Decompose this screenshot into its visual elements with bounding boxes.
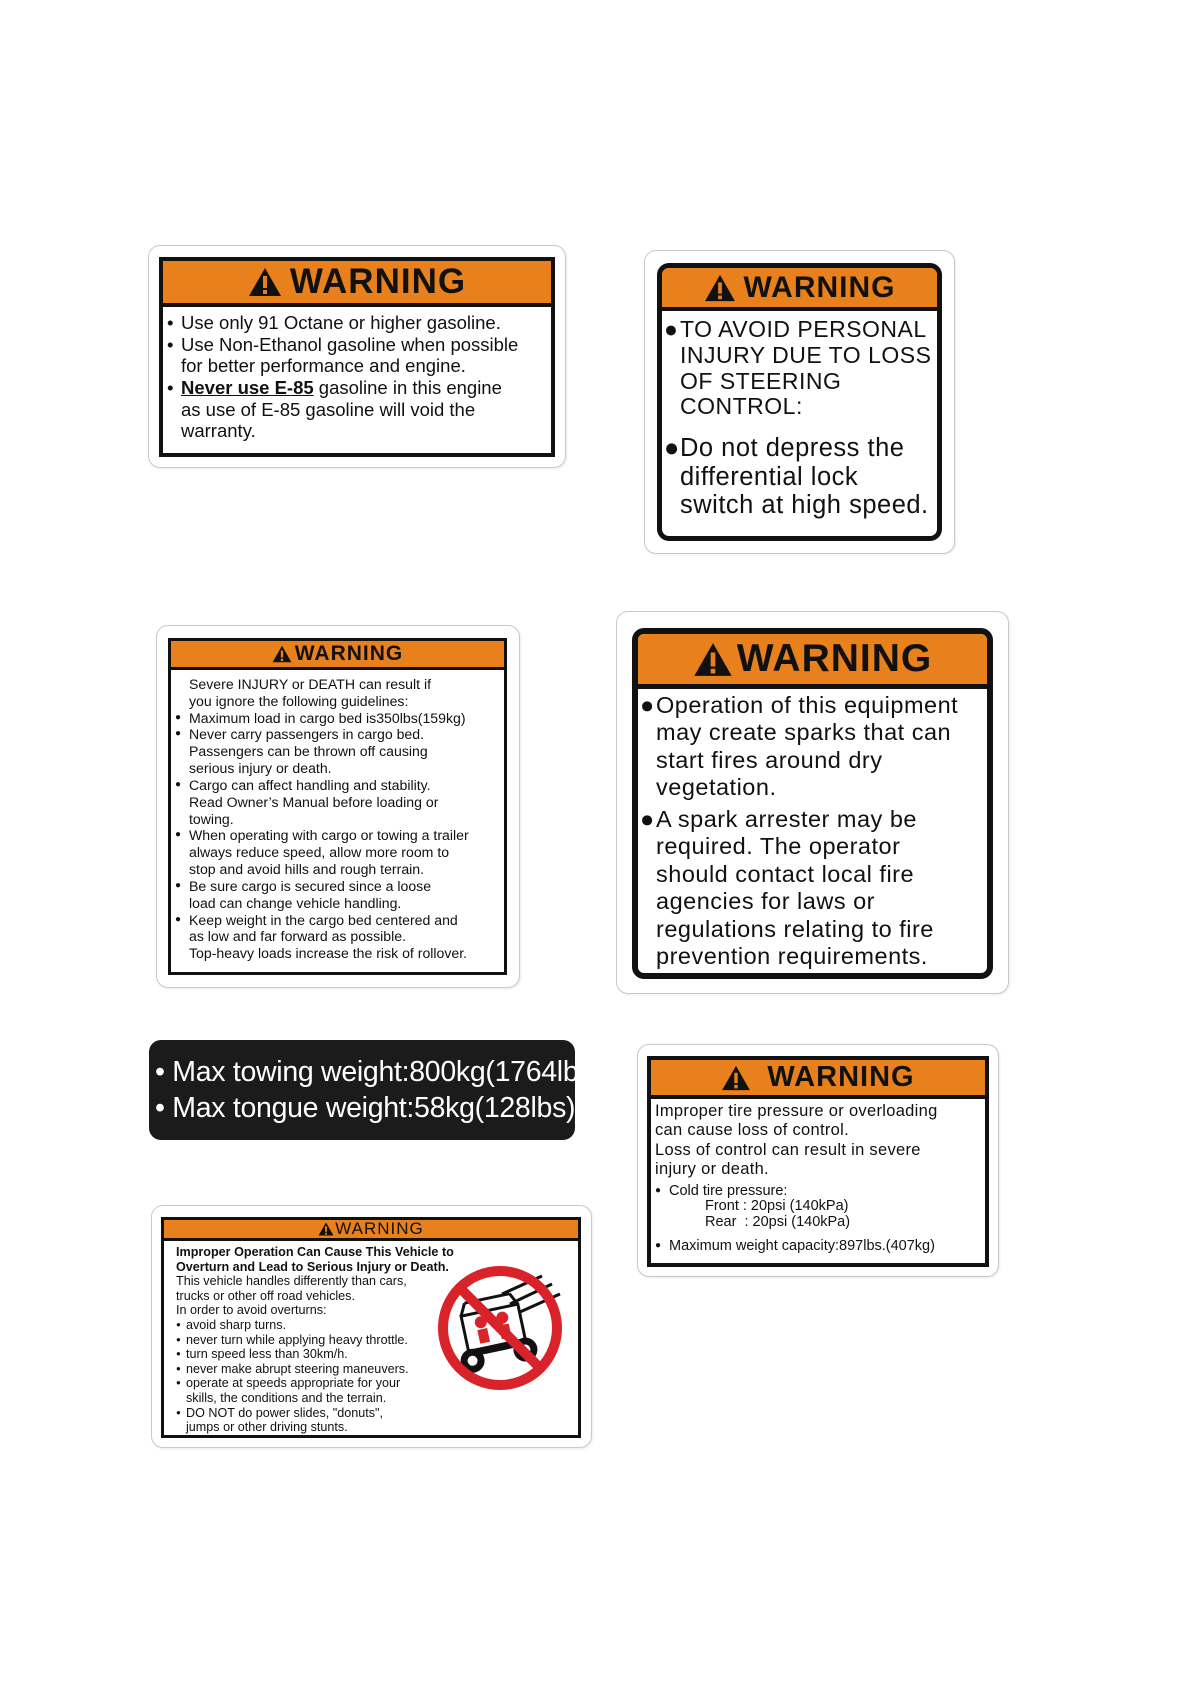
warning-title: WARNING	[289, 262, 467, 301]
list-item: ● Keep weight in the cargo bed centered and as low and far forward as possible. Top-heavy loads increase the risk of rollover.	[175, 911, 468, 962]
warning-triangle-icon	[721, 1065, 751, 1091]
warning-triangle-icon	[318, 1222, 334, 1236]
list-item: ● Cold tire pressure:	[655, 1183, 788, 1200]
steering-warning-label	[657, 263, 942, 541]
list-item: ● Never carry passengers in cargo bed. Passengers can be thrown off causing serious injury or death.	[175, 726, 428, 777]
warning-title: WARNING	[736, 637, 933, 680]
list-item: ● Maximum load in cargo bed is350lbs(159kg)	[175, 709, 466, 726]
no-overturn-prohibition-icon	[424, 1254, 576, 1392]
list-item: ● Be sure cargo is secured since a loose load can change vehicle handling.	[175, 877, 432, 911]
list-item: ● operate at speeds appropriate for your skills, the conditions and the terrain.	[176, 1376, 401, 1405]
warning-header	[638, 634, 987, 689]
warning-header	[662, 268, 937, 311]
warning-header	[163, 261, 551, 307]
list-item: • Use Non-Ethanol gasoline when possible for better performance and engine.	[167, 333, 519, 377]
overturn-warning-body: Improper Operation Can Cause This Vehicle to Overturn and Lead to Serious Injury or Death. This vehicle handles differently than cars, trucks or other off road vehicles. In order to avoid overturns: ● avoid sharp turns. ● never turn while applying heavy throttle. ● turn speed less than 30km/h. ● never make abrupt steering maneuvers. ● operate at speeds appropriate for your skills, the conditions and the terrain. ● DO NOT do power slides, "donuts", jumps or other driving stunts.	[176, 1245, 454, 1435]
list-item: ● When operating with cargo or towing a trailer always reduce speed, allow more room to stop and avoid hills and rough terrain.	[175, 827, 469, 878]
steering-warning-body	[662, 311, 937, 526]
towing-weight-sign	[149, 1040, 602, 1140]
warning-title: WARNING	[743, 270, 896, 304]
tire-warning-card	[637, 1044, 999, 1277]
list-item: ● A spark arrester may be required. The operator should contact local fire agencies for laws or regulations relating to fire prevention requirements.	[640, 805, 934, 970]
warning-header	[171, 641, 504, 670]
list-item: ● DO NOT do power slides, "donuts", jumps or other driving stunts.	[176, 1405, 383, 1435]
max-towing-weight: • Max towing weight:800kg(1764lbs)	[155, 1056, 602, 1088]
list-item: ● Operation of this equipment may create sparks that can start fires around dry vegetation.	[640, 692, 959, 801]
spark-warning-body	[638, 689, 987, 971]
warning-triangle-icon	[704, 274, 736, 302]
overturn-warning-label	[161, 1217, 581, 1438]
fuel-warning-card	[148, 245, 566, 468]
list-item: • Use only 91 Octane or higher gasoline.	[167, 312, 501, 333]
warning-title: WARNING	[294, 642, 404, 665]
list-item: ● Cargo can affect handling and stability. Read Owner’s Manual before loading or towing.	[175, 776, 439, 827]
never-use-e85-emphasis: Never use E-85	[181, 376, 314, 398]
overturn-warning-card	[151, 1205, 592, 1448]
cargo-warning-card	[156, 625, 520, 988]
list-item: ● TO AVOID PERSONAL INJURY DUE TO LOSS OF STEERING CONTROL:	[664, 316, 932, 420]
warning-triangle-icon	[248, 267, 282, 297]
warning-triangle-icon	[693, 642, 733, 677]
rear-pressure: Rear : 20psi (140kPa)	[705, 1213, 851, 1230]
list-item: ● never turn while applying heavy throttle.	[176, 1332, 408, 1347]
spark-warning-label	[632, 628, 993, 979]
front-pressure: Front : 20psi (140kPa)	[705, 1198, 849, 1215]
cargo-warning-body: Severe INJURY or DEATH can result if you ignore the following guidelines: ● Maximum load in cargo bed is350lbs(159kg) ● Never carry passengers in cargo bed. Passengers can be thrown off causing serious injury or death. ● Cargo can affect handling and stability. Read Owner’s Manual before loading or towing. ● When operating with cargo or towing a trailer always reduce speed, allow more room to stop and avoid hills and rough terrain. ● Be sure cargo is secured since a loose load can change vehicle handling. ● Keep weight in the cargo bed centered and as low and far forward as possible. Top-heavy loads increase the risk of rollover.	[171, 670, 504, 962]
steering-warning-card	[644, 250, 955, 554]
list-item: ● avoid sharp turns.	[176, 1317, 287, 1332]
list-item: • Never use E-85 gasoline in this engine as use of E-85 gasoline will void the warranty.	[167, 376, 502, 442]
fuel-warning-label	[159, 257, 555, 457]
warning-header	[164, 1220, 578, 1241]
list-item: ● Do not depress the differential lock switch at high speed.	[664, 434, 929, 520]
list-item: ● turn speed less than 30km/h.	[176, 1347, 348, 1362]
warning-title: WARNING	[767, 1061, 915, 1093]
list-item: ● never make abrupt steering maneuvers.	[176, 1361, 409, 1376]
list-item: ● Maximum weight capacity:897lbs.(407kg)	[655, 1237, 935, 1254]
warning-header	[651, 1060, 985, 1099]
warning-triangle-icon	[272, 645, 292, 663]
fuel-warning-body	[163, 307, 551, 447]
warning-title: WARNING	[335, 1219, 424, 1238]
cargo-warning-label	[168, 638, 507, 975]
tire-warning-body: Improper tire pressure or overloading can cause loss of control. Loss of control can result in severe injury or death. ● Cold tire pressure: Front : 20psi (140kPa) Rear : 20psi (140kPa) ● Maximum weight capacity:897lbs.(407kg)	[651, 1099, 985, 1257]
spark-warning-card	[616, 611, 1009, 994]
max-tongue-weight: • Max tongue weight:58kg(128lbs)	[155, 1092, 576, 1124]
tire-warning-label	[647, 1056, 989, 1267]
